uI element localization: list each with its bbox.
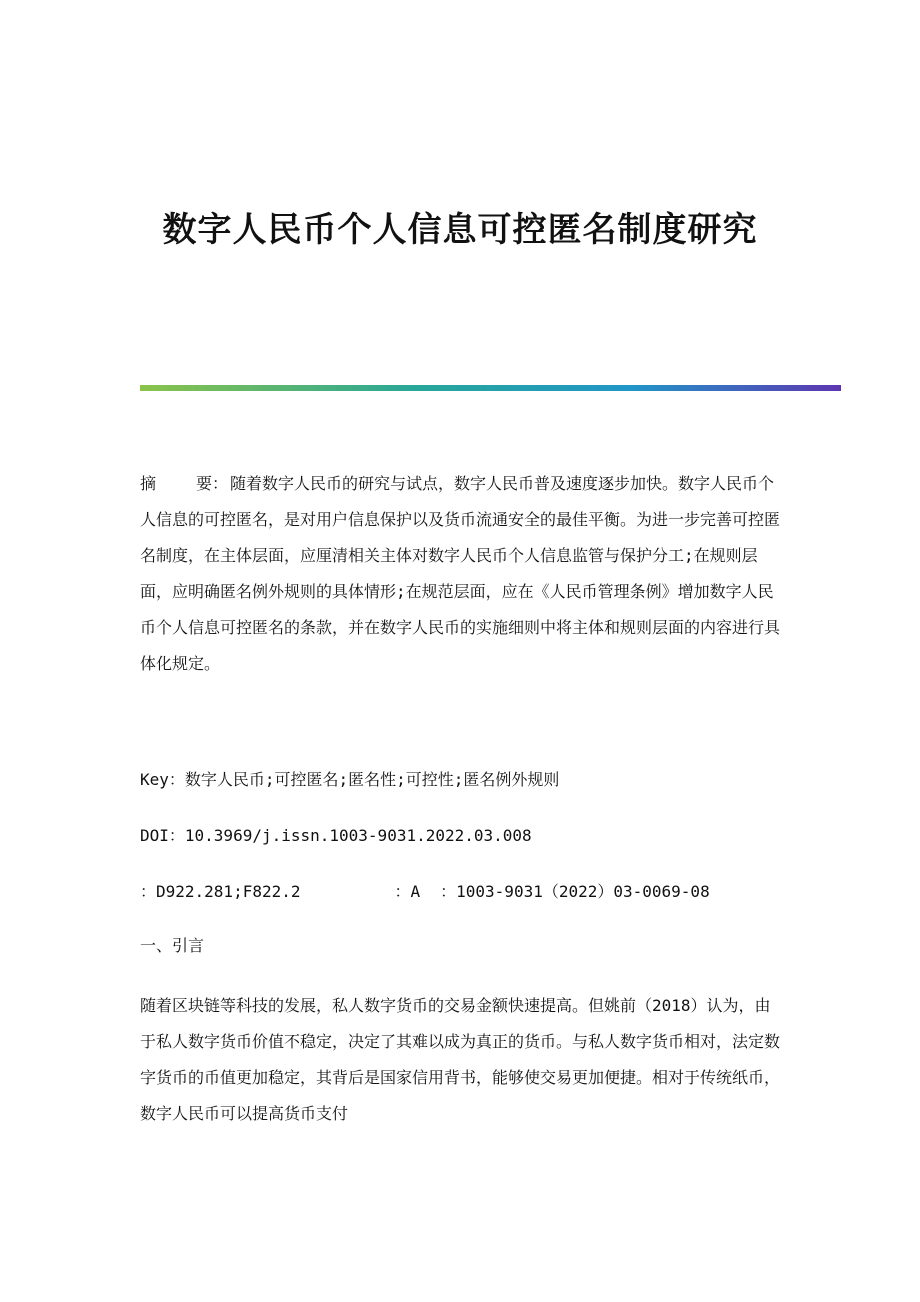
abstract-label-part2: 要： [196,474,229,493]
abstract-label [140,466,230,502]
article-id: ：1003-9031（2022）03-0069-08 [440,882,710,901]
classification-line [140,880,710,904]
abstract-text: 随着数字人民币的研究与试点，数字人民币普及速度逐步加快。数字人民币个人信息的可控匿名，是对用户信息保护以及货币流通安全的最佳平衡。为进一步完善可控匿名制度，在主体层面，应厘清相关主体对数字人民币个人信息监管与保护分工;在规则层面，应明确匿名例外规则的具体情形;在规范层面，应在《人民币管理条例》增加数字人民币个人信息可控匿名的条款，并在数字人民币的实施细则中将主体和规则层面的内容进行具体化规定。 [140,474,781,673]
abstract-label-part1: 摘 [140,474,157,493]
body-paragraph: 随着区块链等科技的发展，私人数字货币的交易金额快速提高。但姚前（2018）认为，由于私人数字货币价值不稳定，决定了其难以成为真正的货币。与私人数字货币相对，法定数字货币的币值更加稳定，其背后是国家信用背书，能够使交易更加便捷。相对于传统纸币，数字人民币可以提高货币支付 [140,996,781,1123]
abstract [140,466,780,682]
document-code: ：A [394,882,421,901]
title-divider [140,385,841,391]
document-title: 数字人民币个人信息可控匿名制度研究 [162,210,758,250]
clc-number: ：D922.281;F822.2 [140,882,301,901]
doi: DOI：10.3969/j.issn.1003-9031.2022.03.008 [140,826,532,845]
keywords: Key：数字人民币;可控匿名;匿名性;可控性;匿名例外规则 [140,770,560,789]
section-heading: 一、引言 [140,936,205,955]
